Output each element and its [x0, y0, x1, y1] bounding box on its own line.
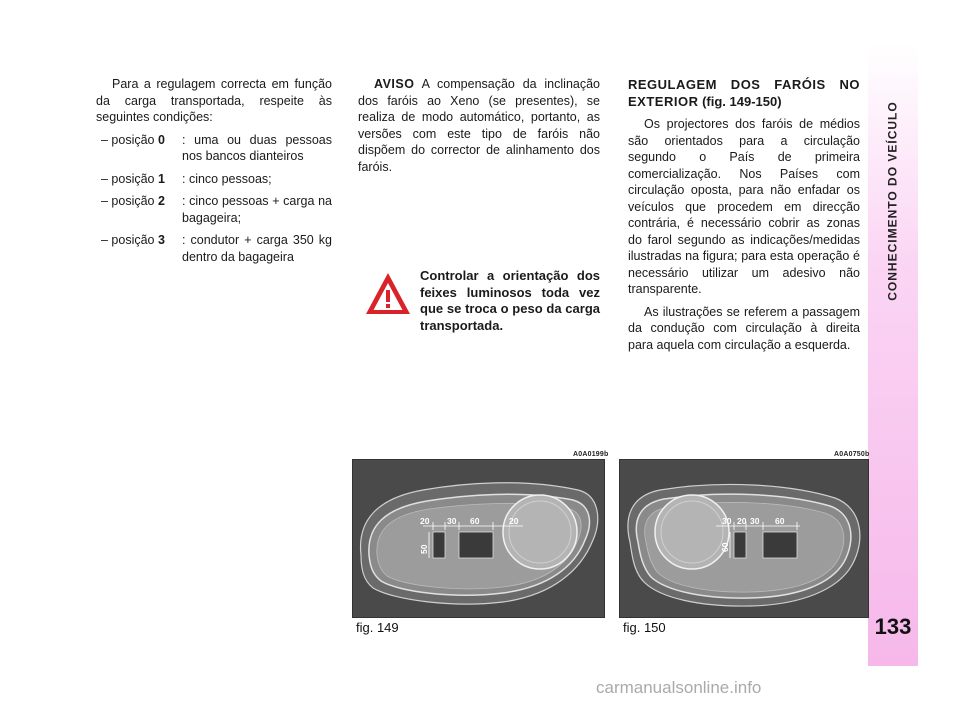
dim-label: 30 — [750, 516, 760, 526]
heading-text: REGULAGEM DOS FARÓIS NO EXTERIOR — [628, 77, 860, 109]
position-item-1 — [96, 171, 332, 188]
headlamp-diagram-150 — [620, 460, 868, 617]
dim-label-vertical: 50 — [419, 544, 429, 554]
position-text: : cinco pessoas + carga na bagageira; — [182, 194, 332, 225]
position-number: 0 — [157, 132, 165, 147]
dim-label: 30 — [722, 516, 732, 526]
figure-150-caption: fig. 150 — [623, 620, 666, 635]
dim-label: 30 — [447, 516, 457, 526]
position-item-0 — [96, 132, 332, 165]
warning-note — [358, 268, 600, 334]
position-item-3 — [96, 232, 332, 265]
column-left — [96, 76, 332, 265]
position-prefix: – posição — [101, 233, 158, 247]
sidebar-title — [868, 66, 918, 336]
aviso-paragraph — [358, 76, 600, 175]
position-prefix: – posição — [101, 132, 158, 147]
position-number: 3 — [157, 233, 165, 247]
position-text: : condutor + carga 350 kg dentro da bagageira — [182, 233, 332, 264]
aviso-title: AVISO — [374, 77, 415, 91]
position-number: 2 — [157, 194, 165, 208]
figure-150 — [619, 459, 869, 618]
position-number: 1 — [157, 171, 165, 186]
aviso-text: A compensação da inclinação dos faróis ao Xeno (se presentes), se realiza de modo automático, portanto, as versões com este tipo de faróis não dispõem do corrector de alinhamento dos faróis. — [358, 77, 600, 174]
headlamp-diagram-149 — [353, 460, 604, 617]
figure-149 — [352, 459, 605, 618]
figure-149-caption: fig. 149 — [356, 620, 399, 635]
dim-label-vertical: 60 — [720, 542, 730, 552]
figure-149-code: A0A0199b — [573, 451, 609, 458]
heading-figure-ref: (fig. 149-150) — [698, 94, 782, 109]
sidebar-title-text: CONHECIMENTO DO VEÍCULO — [886, 101, 900, 301]
paragraph-1: Os projectores dos faróis de médios são orientados para a circulação segundo o País de primeira comercialização. Nos Países com circulação oposta, para não enfadar os veículos que procedem em direcção contrária, é necessário cobrir as zonas do farol segundo as indicações/medidas ilustradas na figura; para esta operação é necessário utilizar um adesivo não transparente. — [628, 117, 860, 296]
intro-paragraph: Para a regulagem correcta em função da carga transportada, respeite às seguintes condições: — [96, 77, 332, 124]
cover-zone-left — [433, 532, 445, 558]
cover-zone-right — [459, 532, 493, 558]
dim-label: 60 — [775, 516, 785, 526]
watermark: carmanualsonline.info — [596, 678, 762, 697]
warning-triangle-icon — [364, 270, 412, 318]
paragraph-2: As ilustrações se referem a passagem da condução com circulação à direita para aquela com circulação a esquerda. — [628, 304, 860, 352]
page-number: 133 — [874, 614, 912, 639]
cover-zone-left — [734, 532, 746, 558]
dim-label: 20 — [509, 516, 519, 526]
column-right — [628, 76, 860, 353]
figure-150-code: A0A0750b — [834, 451, 870, 458]
cover-zone-right — [763, 532, 797, 558]
position-text: : uma ou duas pessoas nos bancos dianteiros — [182, 132, 332, 163]
position-prefix: – posição — [101, 194, 158, 208]
position-item-2 — [96, 193, 332, 226]
dim-label: 60 — [470, 516, 480, 526]
section-heading — [628, 76, 860, 110]
position-prefix: – posição — [101, 171, 158, 186]
dim-label: 20 — [420, 516, 430, 526]
dim-label: 20 — [737, 516, 747, 526]
warning-text: Controlar a orientação dos feixes luminosos toda vez que se troca o peso da carga transportada. — [420, 268, 600, 333]
position-text: : cinco pessoas; — [182, 171, 272, 186]
column-middle — [358, 76, 600, 175]
